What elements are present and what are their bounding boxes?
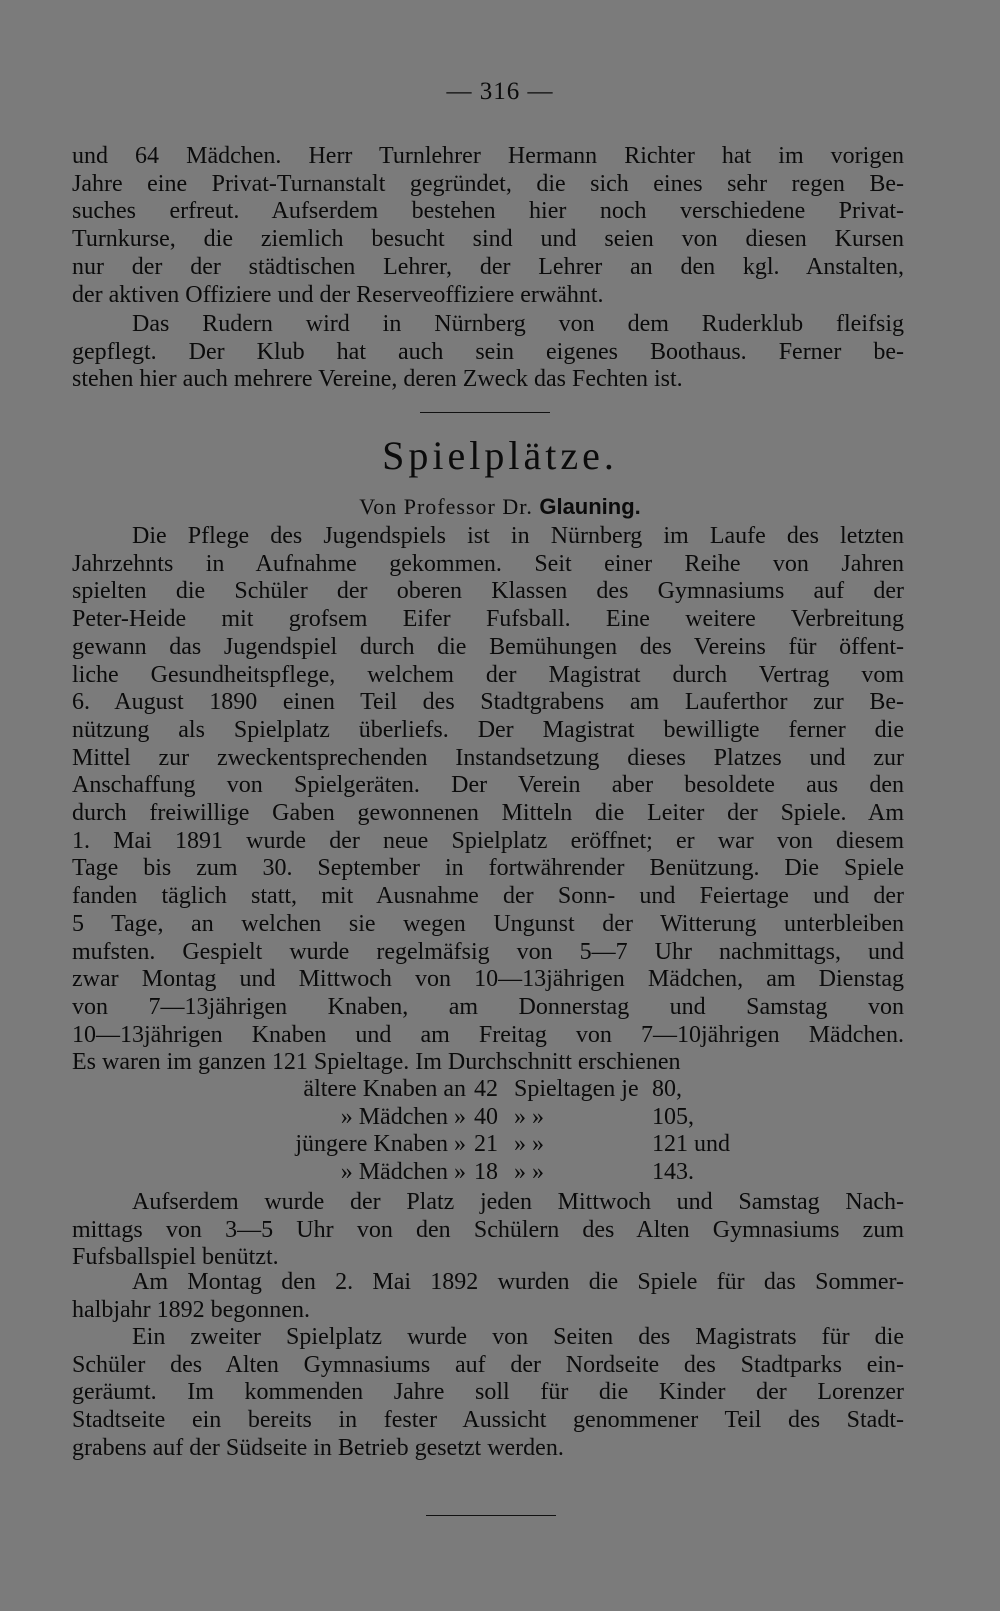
stat-count: 105, [652,1103,694,1130]
para3-line: gewann das Jugendspiel durch die Bemühungen des Vereins für öffent- [72,633,904,660]
para4-line: mittags von 3—5 Uhr von den Schülern des Alten Gymnasiums zum [72,1216,904,1243]
para3-line: 5 Tage, an welchen sie wegen Ungunst der Witterung unterbleiben [72,910,904,937]
stat-count: 143. [652,1158,694,1185]
para3-line: Peter-Heide mit grofsem Eifer Fufsball. Eine weitere Verbreitung [72,606,904,633]
para5-line: halbjahr 1892 begonnen. [72,1296,310,1323]
para3-line: von 7—13jährigen Knaben, am Donnerstag und Samstag von [72,993,904,1020]
section-divider-top [420,412,550,413]
stat-unit: Spieltagen je [514,1076,639,1102]
section-divider-bottom [426,1515,556,1516]
page-number: — 316 — [446,78,554,105]
para3-line: Die Pflege des Jugendspiels ist in Nürnberg im Laufe des letzten [132,523,904,549]
stat-label: ältere Knaben an [303,1076,466,1102]
stat-count: 121 und [652,1131,730,1157]
para3-line: durch freiwillige Gaben gewonnenen Mitteln die Leiter der Spiele. Am [72,800,904,826]
stat-label: jüngere Knaben » [295,1131,466,1157]
para2-line: stehen hier auch mehrere Vereine, deren Zweck das Fechten ist. [72,366,683,393]
para3-line: nützung als Spielplatz überliefs. Der Magistrat bewilligte ferner die [72,716,904,743]
stat-unit: » » [514,1158,544,1185]
byline-prefix: Von Professor Dr. [359,494,533,519]
stat-label: » Mädchen » [340,1103,466,1130]
para3-line: Mittel zur zweckentsprechenden Instandsetzung dieses Platzes und zur [72,744,904,771]
stat-days: 18 [474,1158,498,1185]
para3-line: Anschaffung von Spielgeräten. Der Verein aber besoldete aus den [72,772,904,799]
para1-line: Jahre eine Privat-Turnanstalt gegründet, die sich eines sehr regen Be- [72,170,904,197]
para3-line: mufsten. Gespielt wurde regelmäfsig von 5—7 Uhr nachmittags, und [72,938,904,965]
byline-author: Glauning. [539,494,641,519]
para3-line: Jahrzehnts in Aufnahme gekommen. Seit einer Reihe von Jahren [72,550,904,577]
para1-line: der aktiven Offiziere und der Reserveoffiziere erwähnt. [72,281,604,308]
para6-line: grabens auf der Südseite in Betrieb gesetzt werden. [72,1434,564,1461]
para1-line: nur der der städtischen Lehrer, der Lehrer an den kgl. Anstalten, [72,253,904,280]
para1-line: und 64 Mädchen. Herr Turnlehrer Hermann Richter hat im vorigen [72,143,904,169]
stat-count: 80, [652,1076,682,1102]
para3-line: zwar Montag und Mittwoch von 10—13jährigen Mädchen, am Dienstag [72,966,904,993]
stat-unit: » » [514,1131,544,1157]
para2-line: Das Rudern wird in Nürnberg von dem Ruderklub fleifsig [132,311,904,337]
para4-line: Aufserdem wurde der Platz jeden Mittwoch und Samstag Nach- [132,1189,904,1215]
stat-days: 40 [474,1103,498,1130]
para1-line: suches erfreut. Aufserdem bestehen hier noch verschiedene Privat- [72,198,904,225]
para5-line: Am Montag den 2. Mai 1892 wurden die Spiele für das Sommer- [132,1269,904,1295]
para2-line: gepflegt. Der Klub hat auch sein eigenes Boothaus. Ferner be- [72,338,904,365]
para6-line: Stadtseite ein bereits in fester Aussicht genommener Teil des Stadt- [72,1407,904,1434]
stat-unit: » » [514,1103,544,1130]
para3-line: liche Gesundheitspflege, welchem der Magistrat durch Vertrag vom [72,661,904,688]
para4-line: Fufsballspiel benützt. [72,1244,279,1271]
stat-label: » Mädchen » [340,1158,466,1185]
para3-line: fanden täglich statt, mit Ausnahme der Sonn- und Feiertage und der [72,883,904,910]
byline [0,494,1000,520]
stat-days: 42 [474,1076,498,1102]
para6-line: geräumt. Im kommenden Jahre soll für die Kinder der Lorenzer [72,1379,904,1406]
para3-line: 1. Mai 1891 wurde der neue Spielplatz eröffnet; er war von diesem [72,827,904,854]
para1-line: Turnkurse, die ziemlich besucht sind und seien von diesen Kursen [72,226,904,253]
para3-line: Tage bis zum 30. September in fortwährender Benützung. Die Spiele [72,855,904,882]
para3-line: Es waren im ganzen 121 Spieltage. Im Durchschnitt erschienen [72,1049,681,1076]
para6-line: Ein zweiter Spielplatz wurde von Seiten des Magistrats für die [132,1324,904,1350]
stat-days: 21 [474,1131,498,1157]
para3-line: 6. August 1890 einen Teil des Stadtgrabens am Lauferthor zur Be- [72,689,904,716]
para3-line: 10—13jährigen Knaben und am Freitag von 7—10jährigen Mädchen. [72,1021,904,1048]
para6-line: Schüler des Alten Gymnasiums auf der Nordseite des Stadtparks ein- [72,1351,904,1378]
para3-line: spielten die Schüler der oberen Klassen des Gymnasiums auf der [72,578,904,605]
section-title: Spielplätze. [382,433,618,478]
